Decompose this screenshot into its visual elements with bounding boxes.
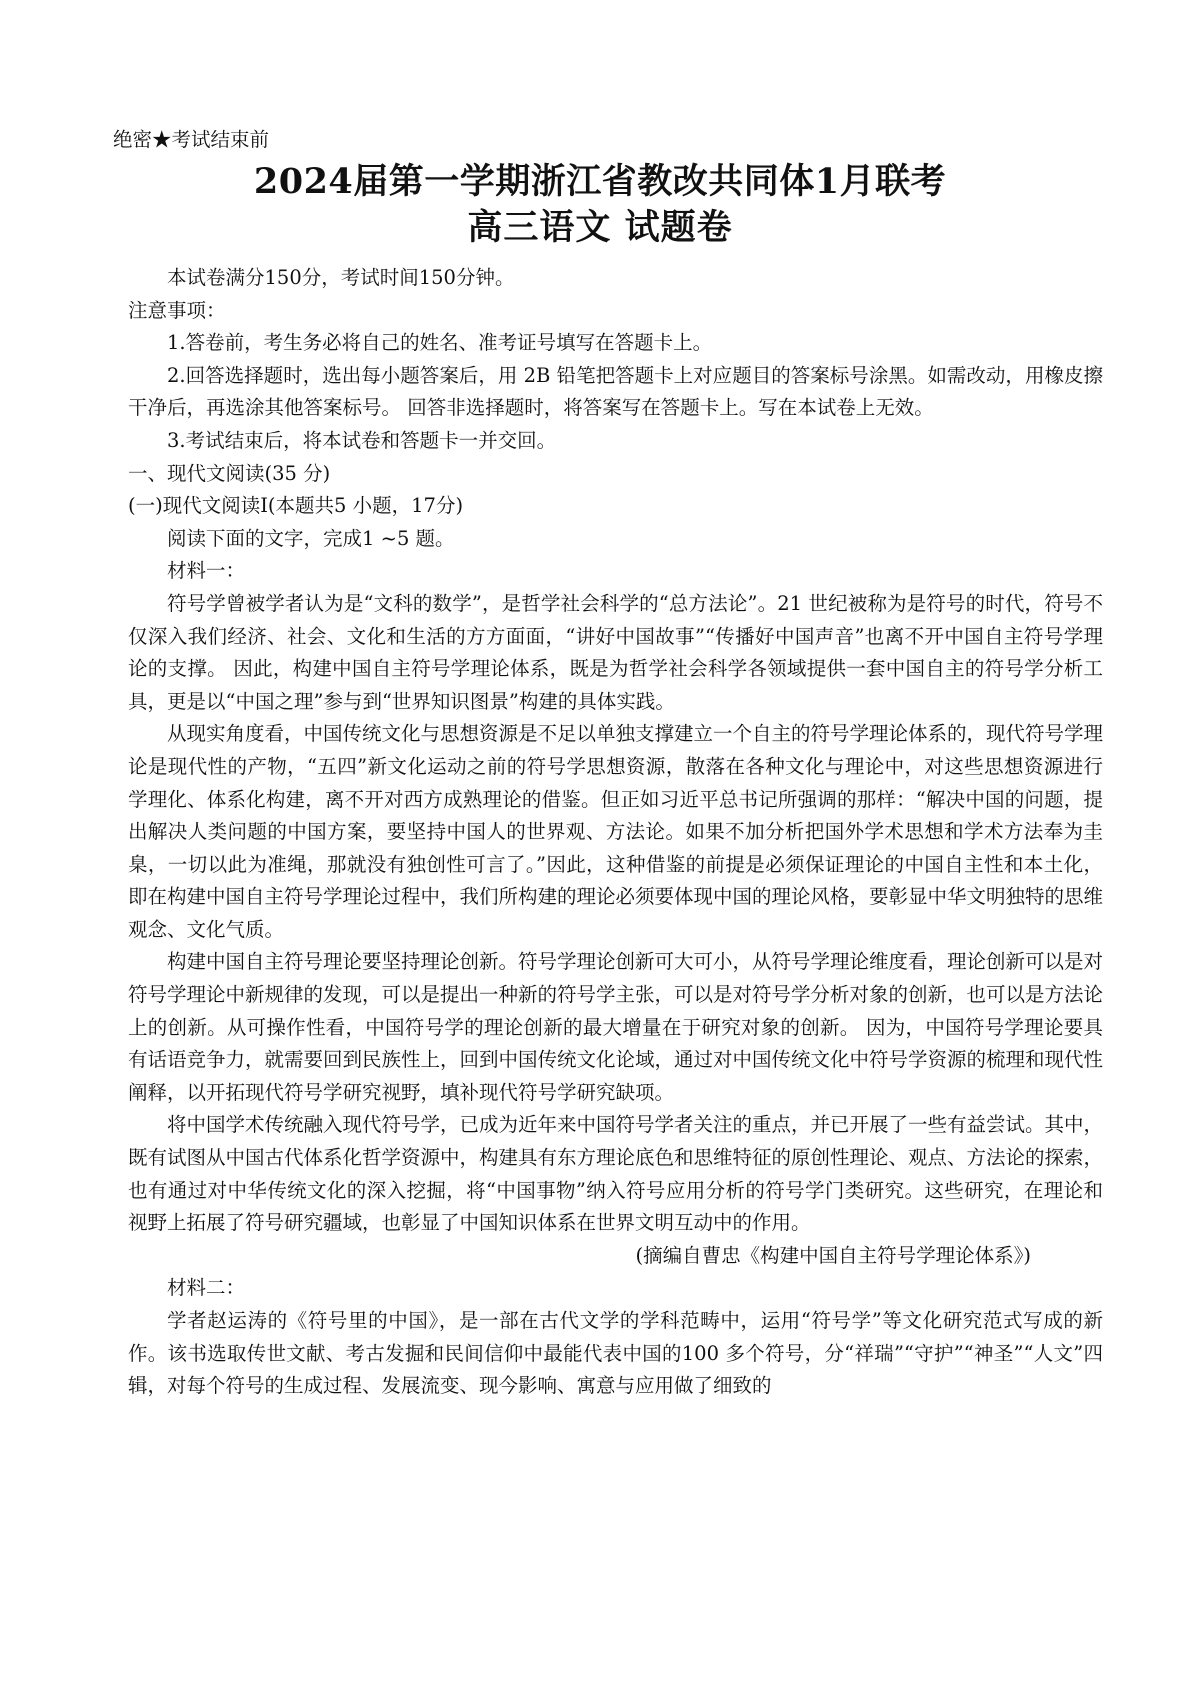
sub-section-heading: (一)现代文阅读Ⅰ(本题共5 小题，17分) [128, 494, 464, 518]
material-1-label: 材料一： [167, 559, 246, 583]
exam-subtitle: 高三语文 试题卷 [467, 207, 733, 248]
material-2-paragraph-1: 学者赵运涛的《符号里的中国》，是一部在古代文学的学科范畴中，运用“符号学”等文化研究范式写成的新作。该书选取传世文献、考古发掘和民间信仰中最能代表中国的100 多个符号，分“祥瑞”“守护”“神圣”“人文”四辑，对每个符号的生成过程、发展流变、现今影响、寓意与应用做了细致的 [128, 1309, 1103, 1398]
material-1-source: (摘编自曹忠《构建中国自主符号学理论体系》) [635, 1243, 1031, 1267]
notice-item-2: 2.回答选择题时，选出每小题答案后，用 2B 铅笔把答题卡上对应题目的答案标号涂黑。如需改动，用橡皮擦干净后，再选涂其他答案标号。 回答非选择题时，将答案写在答题卡上。写在本试卷上无效。 [128, 363, 1103, 420]
section-heading: 一、现代文阅读(35 分) [128, 461, 331, 485]
exam-title: 2024届第一学期浙江省教改共同体1月联考 [253, 161, 947, 202]
score-time-line: 本试卷满分150分，考试时间150分钟。 [167, 266, 515, 289]
material-1-paragraph-3: 构建中国自主符号理论要坚持理论创新。符号学理论创新可大可小，从符号学理论维度看，理论创新可以是对符号学理论中新规律的发现，可以是提出一种新的符号学主张，可以是对符号学分析对象的创新，也可以是方法论上的创新。从可操作性看，中国符号学的理论创新的最大增量在于研究对象的创新。 因为，中国符号学理论要具有话语竞争力，就需要回到民族性上，回到中国传统文化论域，通过对中国传统文化中符号学资源的梳理和现代性阐释，以开拓现代符号学研究视野，填补现代符号学研究缺项。 [128, 950, 1104, 1104]
notice-item-1: 1.答卷前，考生务必将自己的姓名、准考证号填写在答题卡上。 [167, 331, 713, 355]
notice-heading: 注意事项： [128, 298, 226, 322]
material-2-label: 材料二： [167, 1276, 246, 1300]
confidential-mark: 绝密★考试结束前 [113, 128, 270, 151]
material-1-paragraph-2: 从现实角度看，中国传统文化与思想资源是不足以单独支撑建立一个自主的符号学理论体系的，现代符号学理论是现代性的产物，“五四”新文化运动之前的符号学思想资源，散落在各种文化与理论中，对这些思想资源进行学理化、体系化构建，离不开对西方成熟理论的借鉴。但正如习近平总书记所强调的那样：“解决中国的问题，提出解决人类问题的中国方案，要坚持中国人的世界观、方法论。如果不加分析把国外学术思想和学术方法奉为圭臬，一切以此为准绳，那就没有独创性可言了。”因此，这种借鉴的前提是必须保证理论的中国自主性和本土化，即在构建中国自主符号学理论过程中，我们所构建的理论必须要体现中国的理论风格，要彰显中华文明独特的思维观念、文化气质。 [128, 722, 1104, 941]
reading-instruction: 阅读下面的文字，完成1 ~5 题。 [167, 526, 455, 550]
notice-item-3: 3.考试结束后，将本试卷和答题卡一并交回。 [167, 428, 557, 452]
material-1-paragraph-4: 将中国学术传统融入现代符号学，已成为近年来中国符号学者关注的重点，并已开展了一些有益尝试。其中，既有试图从中国古代体系化哲学资源中，构建具有东方理论底色和思维特征的原创性理论、观点、方法论的探索，也有通过对中华传统文化的深入挖掘，将“中国事物”纳入符号应用分析的符号学门类研究。这些研究，在理论和视野上拓展了符号研究疆域，也彰显了中国知识体系在世界文明互动中的作用。 [128, 1113, 1104, 1235]
exam-content [128, 262, 1103, 1403]
material-1-paragraph-1: 符号学曾被学者认为是“文科的数学”，是哲学社会科学的“总方法论”。21 世纪被称为是符号的时代，符号不仅深入我们经济、社会、文化和生活的方方面面，“讲好中国故事”“传播好中国声音”也离不开中国自主符号学理论的支撑。 因此，构建中国自主符号学理论体系，既是为哲学社会科学各领域提供一套中国自主的符号学分析工具，更是以“中国之理”参与到“世界知识图景”构建的具体实践。 [128, 591, 1103, 713]
